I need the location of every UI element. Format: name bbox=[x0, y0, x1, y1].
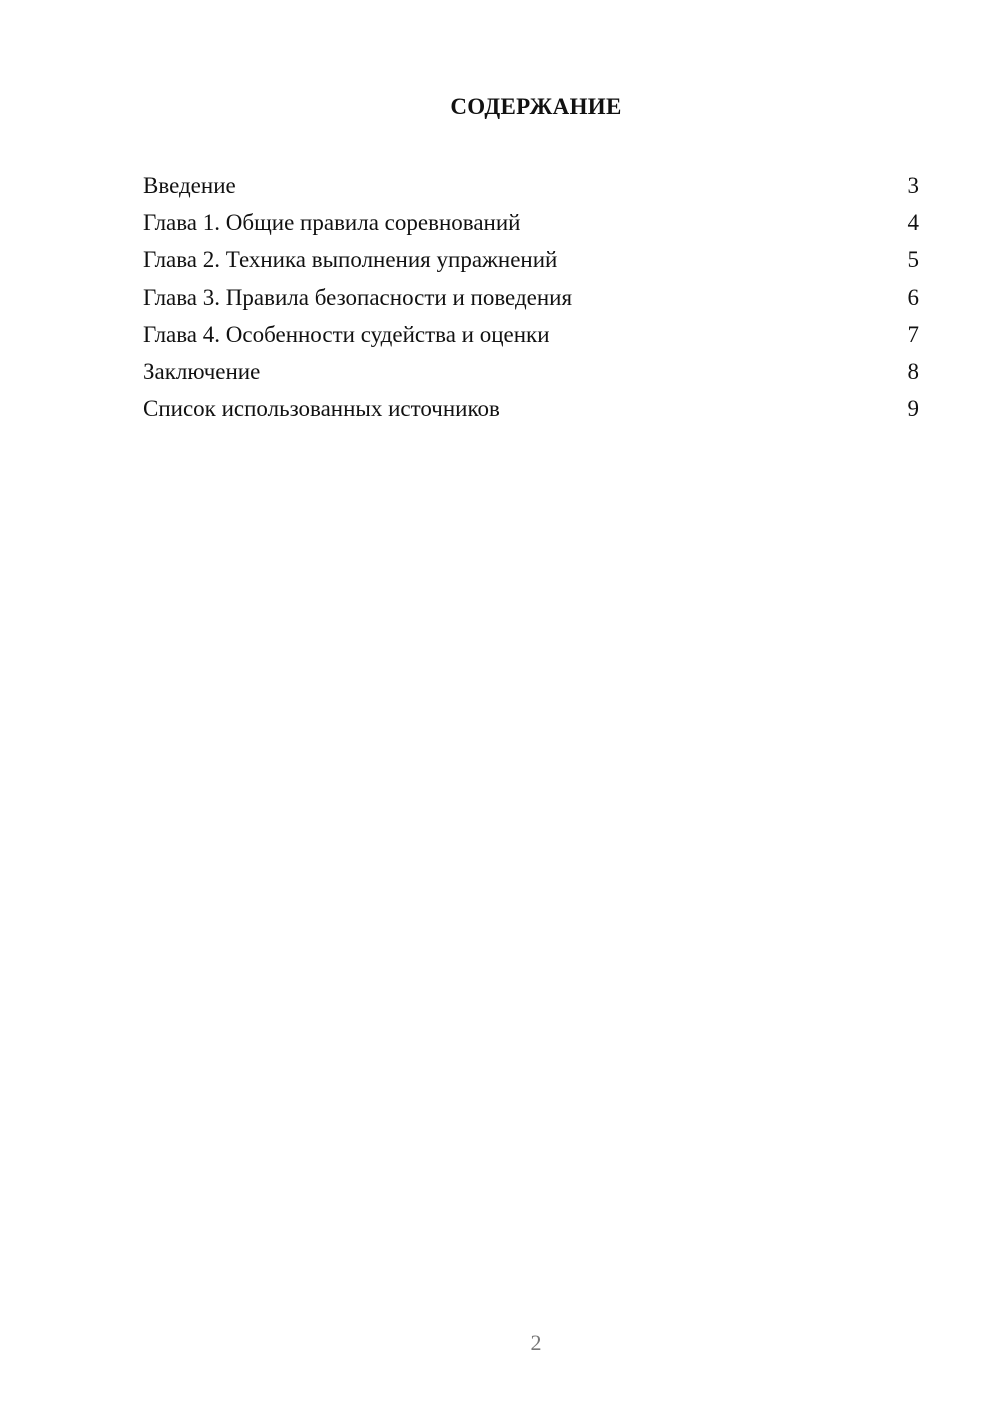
toc-entry-chapter-4 bbox=[143, 316, 919, 353]
toc-entry-label: Глава 2. Техника выполнения упражнений bbox=[143, 247, 558, 273]
toc-entry-page: 4 bbox=[907, 210, 919, 236]
toc-entry-chapter-2 bbox=[143, 241, 919, 278]
toc-entry-page: 6 bbox=[907, 284, 919, 310]
toc-entry-label: Глава 3. Правила безопасности и поведения bbox=[143, 284, 573, 310]
toc-entry-references bbox=[143, 390, 919, 427]
toc-entry-label: Заключение bbox=[143, 358, 261, 384]
page-number: 2 bbox=[530, 1330, 542, 1355]
table-of-contents bbox=[143, 167, 919, 427]
toc-entry-introduction bbox=[143, 167, 919, 204]
toc-entry-page: 7 bbox=[907, 321, 919, 347]
toc-entry-label: Список использованных источников bbox=[143, 396, 500, 422]
toc-entry-label: Глава 4. Особенности судейства и оценки bbox=[143, 321, 550, 347]
toc-entry-chapter-3 bbox=[143, 279, 919, 316]
toc-entry-page: 9 bbox=[907, 396, 919, 422]
toc-entry-label: Введение bbox=[143, 173, 236, 198]
toc-entry-chapter-1 bbox=[143, 204, 919, 241]
toc-title: СОДЕРЖАНИЕ bbox=[450, 94, 622, 119]
toc-entry-conclusion bbox=[143, 353, 919, 390]
toc-entry-label: Глава 1. Общие правила соревнований bbox=[143, 210, 521, 236]
toc-entry-page: 5 bbox=[907, 247, 919, 273]
toc-entry-page: 8 bbox=[907, 358, 919, 384]
toc-entry-page: 3 bbox=[907, 173, 919, 198]
